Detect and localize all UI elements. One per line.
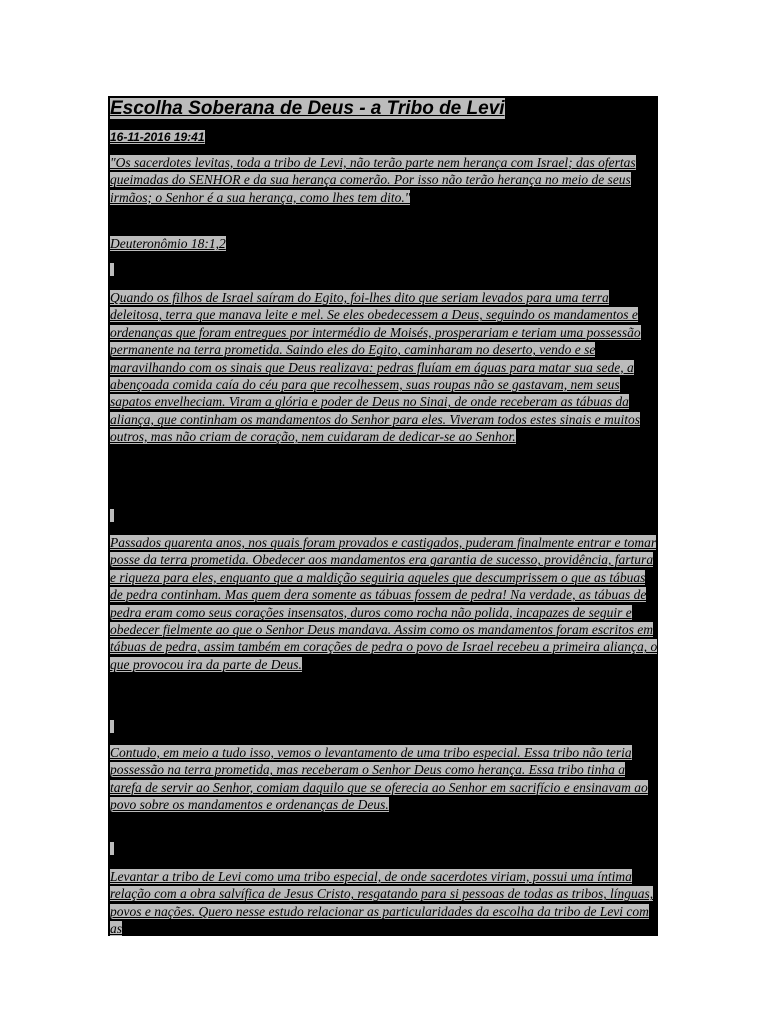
document-title: Escolha Soberana de Deus - a Tribo de Levi	[110, 98, 505, 119]
body-paragraph: Passados quarenta anos, nos quais foram provados e castigados, puderam finalmente entrar e tomar posse da terra prometida. Obedecer aos mandamentos era garantia de sucesso, providência, fartura e riqueza para eles, enquanto que a maldição seguiria aqueles que descumprissem o que as tábuas de pedra continham. Mas quem dera somente as tábuas fossem de pedra! Na verdade, as tábuas de pedra eram como seus corações insensatos, duros como rocha não polida, incapazes de seguir e obedecer fielmente ao que o Senhor Deus mandava. Assim como os mandamentos foram escritos em tábuas de pedra, assim também em corações de pedra o povo de Israel recebeu a primeira aliança, o que provocou ira da parte de Deus.	[110, 535, 658, 672]
body-paragraph: Contudo, em meio a tudo isso, vemos o levantamento de uma tribo especial. Essa tribo não teria possessão na terra prometida, mas receberam o Senhor Deus como herança. Essa tribo tinha a tarefa de servir ao Senhor, comiam daquilo que se oferecia ao Senhor em sacrifício e ensinavam ao povo sobre os mandamentos e ordenanças de Deus.	[110, 745, 648, 813]
empty-line-marker	[110, 720, 114, 733]
body-paragraph: Levantar a tribo de Levi como uma tribo especial, de onde sacerdotes viriam, possui uma íntima relação com a obra salvífica de Jesus Cristo, resgatando para si pessoas de todas as tribos, línguas, povos e nações. Quero nesse estudo relacionar as particularidades da escolha da tribo de Levi com as	[110, 869, 654, 936]
empty-line-marker	[110, 263, 114, 276]
post-date: 16-11-2016 19:41	[110, 130, 205, 144]
document-page	[108, 96, 658, 936]
body-paragraph: Quando os filhos de Israel saíram do Egito, foi-lhes dito que seriam levados para uma terra deleitosa, terra que manava leite e mel. Se eles obedecessem a Deus, seguindo os mandamentos e ordenanças que foram entregues por intermédio de Moisés, prosperariam e teriam uma possessão permanente na terra prometida. Saindo eles do Egito, caminharam no deserto, vendo e se maravilhando com os sinais que Deus realizava: pedras fluíam em águas para matar sua sede, a abençoada comida caía do céu para que recolhessem, suas roupas não se gastavam, nem seus sapatos envelheciam. Viram a glória e poder de Deus no Sinai, de onde receberam as tábuas da aliança, que continham os mandamentos do Senhor para eles. Viveram todos estes sinais e muitos outros, mas não criam de coração, nem cuidaram de dedicar-se ao Senhor.	[110, 290, 641, 445]
empty-line-marker	[110, 509, 114, 522]
empty-line-marker	[110, 842, 114, 855]
quote-paragraph: "Os sacerdotes levitas, toda a tribo de Levi, não terão parte nem herança com Israel; das ofertas queimadas do SENHOR e da sua herança comerão. Por isso não terão herança no meio de seus irmãos; o Senhor é a sua herança, como lhes tem dito."	[110, 155, 636, 205]
scripture-reference: Deuteronômio 18:1,2	[110, 236, 226, 251]
